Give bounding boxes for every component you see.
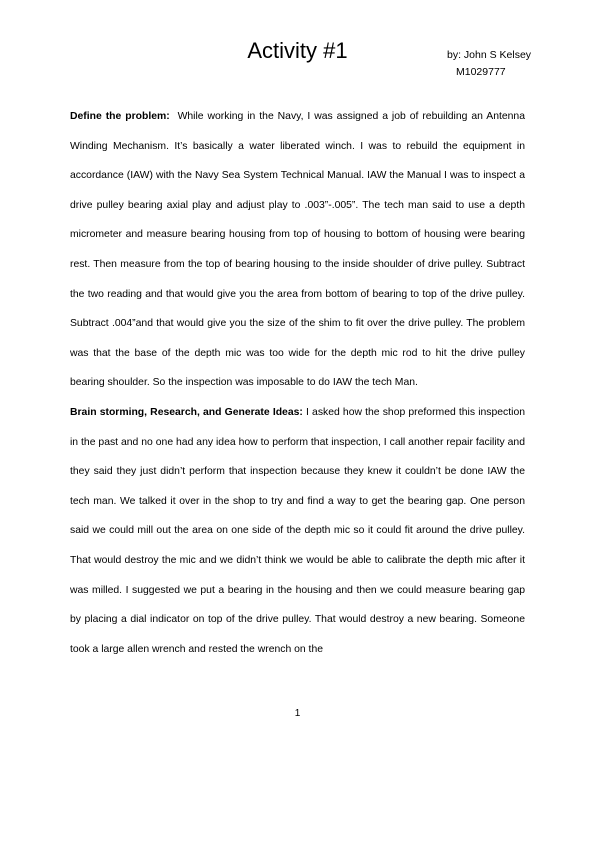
section-text-define-problem: While working in the Navy, I was assigned a job of rebuilding an Antenna Winding Mechanism. It’s basically a water liberated winch. I was to rebuild the equipment in accordance (IAW) with the Navy Sea System Technical Manual. IAW the Manual I was to inspect a drive pulley bearing axial play and adjust play to .003”-.005”. The tech man said to use a depth micrometer and measure bearing housing from top of housing to bottom of housing were bearing rest. Then measure from the top of bearing housing to the inside shoulder of drive pulley. Subtract the two reading and that would give you the area from bottom of bearing to top of the drive pulley. Subtract .004”and that would give you the size of the shim to fit over the drive pulley. The problem was that the base of the depth mic was too wide for the depth mic rod to hit the drive pulley bearing shoulder. So the inspection was imposable to do IAW the tech Man. [70,111,525,389]
student-id: M1029777 [456,66,506,78]
paragraph-define-problem [70,102,525,398]
section-heading-brainstorming: Brain storming, Research, and Generate Ideas: [70,406,303,418]
page-title: Activity #1 [247,38,348,63]
author-line: by: John S Kelsey [447,49,532,61]
section-text-brainstorming: I asked how the shop preformed this inspection in the past and no one had any idea how to perform that inspection, I call another repair facility and they said they just didn’t perform that inspection because they knew it couldn’t be done IAW the tech man. We talked it over in the shop to try and find a way to get the bearing gap. One person said we could mill out the area on one side of the depth mic so it could fit around the drive pulley. That would destroy the mic and we didn’t think we would be able to calibrate the depth mic after it was milled. I suggested we put a bearing in the housing and then we could measure bearing gap by placing a dial indicator on top of the drive pulley. That would destroy a new bearing. Someone took a large allen wrench and rested the wrench on the [70,406,525,655]
page-number: 1 [294,708,301,719]
section-heading-define-problem: Define the problem: [70,111,170,122]
document-body [70,102,525,664]
paragraph-brainstorming [70,398,525,664]
